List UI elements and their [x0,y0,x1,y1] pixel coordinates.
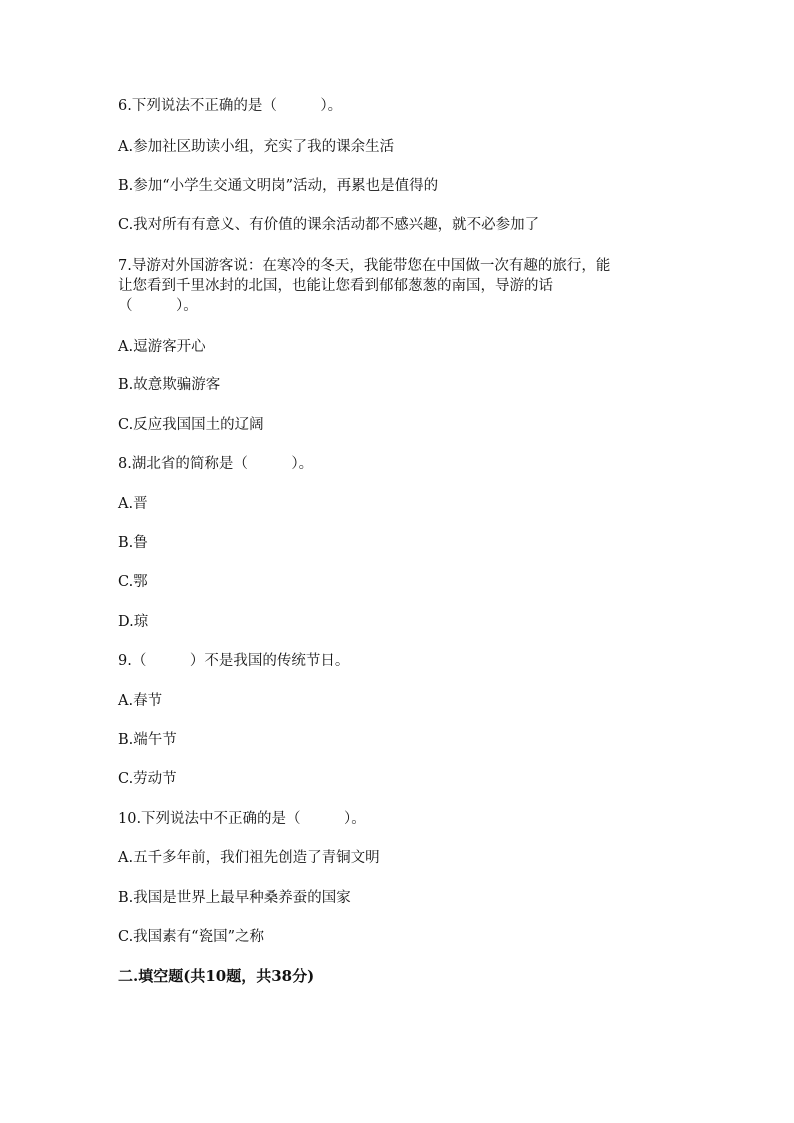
question-8-option-c: C.鄂 [118,574,148,590]
question-7-stem-line-3: （ ）。 [118,298,198,314]
question-8-option-a: A.晋 [118,496,148,512]
question-9-option-b: B.端午节 [118,732,177,748]
question-6-option-b: B.参加“小学生交通文明岗”活动，再累也是值得的 [118,178,439,194]
question-6-option-c: C.我对所有有意义、有价值的课余活动都不感兴趣，就不必参加了 [118,217,540,233]
question-9-option-c: C.劳动节 [118,771,177,787]
question-8-stem: 8.湖北省的简称是（ ）。 [118,456,314,472]
question-7-option-b: B.故意欺骗游客 [118,377,221,393]
question-8-option-d: D.琼 [118,614,149,630]
question-10-option-a: A.五千多年前，我们祖先创造了青铜文明 [118,850,380,866]
question-10-option-b: B.我国是世界上最早种桑养蚕的国家 [118,890,351,906]
question-7-stem-line-1: 7.导游对外国游客说：在寒冷的冬天，我能带您在中国做一次有趣的旅行，能 [118,258,611,274]
question-7-option-a: A.逗游客开心 [118,339,206,355]
question-10-stem: 10.下列说法中不正确的是（ ）。 [118,811,366,827]
question-6-option-a: A.参加社区助读小组，充实了我的课余生活 [118,139,395,155]
question-8-option-b: B.鲁 [118,535,148,551]
question-7-stem-line-2: 让您看到千里冰封的北国，也能让您看到郁郁葱葱的南国，导游的话 [118,278,553,294]
question-9-option-a: A.春节 [118,693,163,709]
question-9-stem: 9.（ ）不是我国的传统节日。 [118,653,350,669]
section-heading: 二.填空题(共10题，共38分) [118,967,315,985]
question-10-option-c: C.我国素有“瓷国”之称 [118,929,265,945]
question-7-option-c: C.反应我国国土的辽阔 [118,417,264,433]
question-6-stem: 6.下列说法不正确的是（ ）。 [118,98,343,114]
